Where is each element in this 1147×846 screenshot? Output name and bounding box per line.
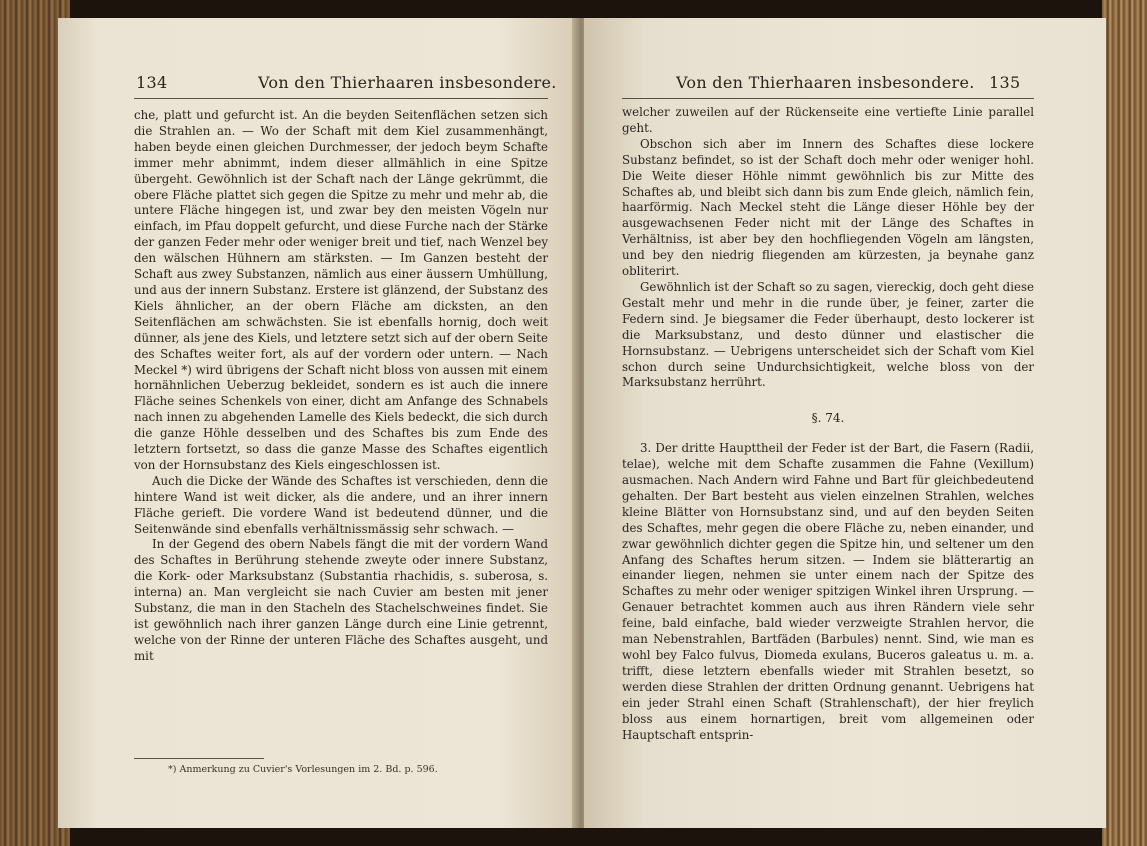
left-page-number: 134 xyxy=(136,73,168,92)
right-paragraph-1: welcher zuweilen auf der Rückenseite eine vertiefte Linie parallel geht. xyxy=(622,105,1034,135)
section-heading: §. 74. xyxy=(811,411,845,426)
footnote: *) Anmerkung zu Cuvier's Vorlesungen im 2. Bd. p. 596. xyxy=(168,764,438,775)
right-body-text xyxy=(622,105,1034,743)
footnote-rule xyxy=(134,758,264,759)
left-running-title: Von den Thierhaaren insbesondere. xyxy=(258,73,557,92)
left-paragraph-1: che, platt und gefurcht ist. An die beyden Seitenflächen setzen sich die Strahlen an. — Wo der Schaft mit dem Kiel zusammenhängt, haben beyde einen gleichen Durchmesser, der jedoch beym Schafte immer mehr abnimmt, indem dieser allmählich in eine Spitze übergeht. Gewöhnlich ist der Schaft nach der Länge gekrümmt, die obere Fläche plattet sich gegen die Spitze zu mehr und mehr ab, die untere Fläche hingegen ist, und zwar bey den meisten Vögeln nur einfach, im Pfau doppelt gefurcht, und diese Furche nach der Stärke der ganzen Feder mehr oder weniger breit und tief, nach Wenzel bey den wälschen Hühnern am stärksten. — Im Ganzen besteht der Schaft aus zwey Substanzen, nämlich aus einer äussern Umhüllung, und aus der innern Substanz. Erstere ist glänzend, der Substanz des Kiels ähnlicher, an der obern Fläche am dicksten, an den Seitenflächen am schwächsten. Sie ist ebenfalls hornig, doch weit dünner, als jene des Kiels, und letztere setzt sich auf der obern Seite des Schaftes weiter fort, als auf der vordern oder untern. — Nach Meckel *) wird übrigens der Schaft nicht bloss von aussen mit einem hornähnlichen Ueberzug bekleidet, sondern es ist auch die innere Fläche seines Schenkels von einer, dicht am Anfange des Schnabels nach innen zu abgehenden Lamelle des Kiels bedeckt, die sich durch die ganze Höhle desselben und des Schaftes bis zum Ende des letztern fortsetzt, so dass die ganze Masse des Schaftes eigentlich von der Hornsubstanz des Kiels eingeschlossen ist. xyxy=(134,108,548,472)
left-paragraph-2: Auch die Dicke der Wände des Schaftes ist verschieden, denn die hintere Wand ist weit dicker, als die andere, und an ihrer innern Fläche gerieft. Die vordere Wand ist bedeutend dünner, und die Seitenwände sind ebenfalls verhältnissmässig sehr schwach. — xyxy=(134,473,548,536)
right-paragraph-4: 3. Der dritte Haupttheil der Feder ist der Bart, die Fasern (Radii, telae), welche mit dem Schafte zusammen die Fahne (Vexillum) ausmachen. Nach Andern wird Fahne und Bart für gleichbedeutend gehalten. Der Bart besteht aus vielen einzelnen Strahlen, welches kleine Blätter von Hornsubstanz sind, und auf den beyden Seiten des Schaftes, mehr gegen die obere Fläche zu, neben einander, und zwar gewöhnlich dichter gegen die Spitze hin, und seltener um den Anfang des Schaftes herum sitzen. — Indem sie blätterartig an einander liegen, nehmen sie unter einem nach der Spitze des Schaftes zu mehr oder weniger spitzigen Winkel ihren Ursprung. — Genauer betrachtet kommen auch aus ihren Rändern viele sehr feine, bald einfache, bald wieder verzweigte Strahlen hervor, die man Nebenstrahlen, Bartfäden (Barbules) nennt. Sind, wie man es wohl bey Falco fulvus, Diomeda exulans, Buceros galeatus u. m. a. trifft, diese letztern ebenfalls wieder mit Strahlen besetzt, so werden diese Strahlen der dritten Ordnung genannt. Uebrigens hat ein jeder Strahl einen Schaft (Strahlenschaft), der hier freylich bloss aus einem hornartigen, breit vom allgemeinen oder Hauptschaft entsprin- xyxy=(622,441,1034,742)
right-paragraph-3: Gewöhnlich ist der Schaft so zu sagen, viereckig, doch geht diese Gestalt mehr und mehr in die runde über, je feiner, zarter die Federn sind. Je biegsamer die Feder überhaupt, desto lockerer ist die Marksubstanz, und desto dünner und elastischer die Hornsubstanz. — Uebrigens unterscheidet sich der Schaft vom Kiel schon durch seine Undurchsichtigkeit, welche bloss von der Marksubstanz herrührt. xyxy=(622,279,1034,390)
right-page-edges xyxy=(1102,0,1147,846)
right-page-number: 135 xyxy=(989,73,1021,92)
right-header-rule xyxy=(622,98,1034,99)
left-paragraph-3: In der Gegend des obern Nabels fängt die mit der vordern Wand des Schaftes in Berührung stehende zweyte oder innere Substanz, die Kork- oder Marksubstanz (Substantia rhachidis, s. suberosa, s. interna) an. Man vergleicht sie nach Cuvier am besten mit jener Substanz, die man in den Stacheln des Stachelschweines findet. Sie ist gewöhnlich nach ihrer ganzen Länge durch eine Linie getrennt, welche von der Rinne der unteren Fläche des Schaftes ausgeht, und mit xyxy=(134,537,548,663)
right-page xyxy=(584,18,1106,828)
right-running-title: Von den Thierhaaren insbesondere. xyxy=(676,73,975,92)
left-header-rule xyxy=(134,98,548,99)
right-paragraph-2: Obschon sich aber im Innern des Schaftes diese lockere Substanz befindet, so ist der Schaft doch mehr oder weniger hohl. Die Weite dieser Höhle nimmt gewöhnlich bis zur Mitte des Schaftes ab, und bleibt sich dann bis zum Ende gleich, nämlich fein, haarförmig. Nach Meckel steht die Länge dieser Höhle bey der ausgewachsenen Feder nicht mit der Länge des Schaftes in Verhältniss, ist aber bey den hochfliegenden Vögeln am längsten, und bey den niedrig fliegenden am kürzesten, ja beynahe ganz obliterirt. xyxy=(622,136,1034,279)
left-body-text xyxy=(134,108,548,665)
left-page xyxy=(58,18,578,828)
